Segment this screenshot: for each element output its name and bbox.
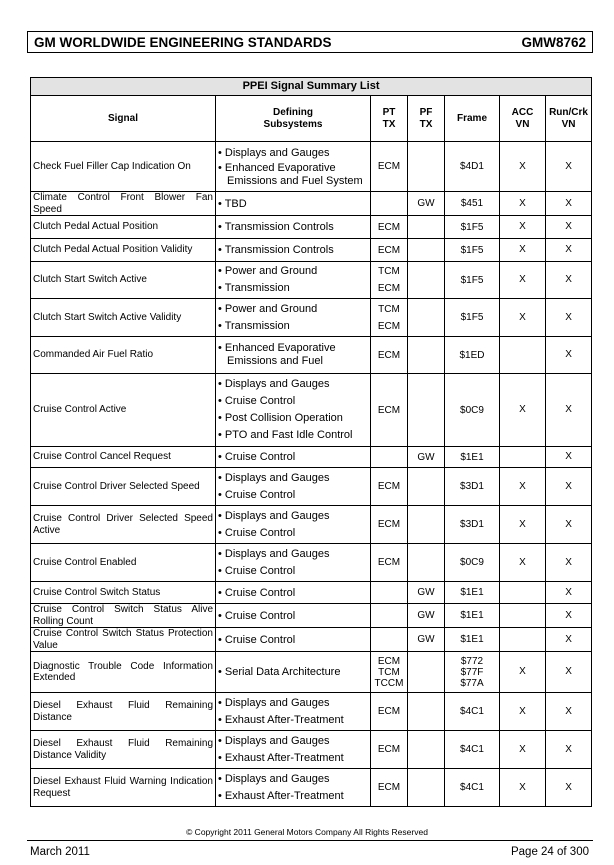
frame-cell bbox=[445, 628, 500, 652]
table-row bbox=[31, 693, 592, 731]
table-row bbox=[31, 216, 592, 239]
cell-line: GW bbox=[417, 634, 435, 645]
cell-line: $1F5 bbox=[460, 244, 484, 256]
subsystems-cell bbox=[216, 262, 371, 299]
footer-divider bbox=[27, 840, 593, 841]
pt-tx-cell bbox=[371, 544, 408, 582]
runcrk-vn-cell: X bbox=[546, 239, 592, 262]
signal-cell: Clutch Start Switch Active Validity bbox=[31, 299, 216, 337]
cell-line: $3D1 bbox=[460, 481, 484, 492]
copyright-notice: © Copyright 2011 General Motors Company All Rights Reserved bbox=[186, 827, 428, 837]
signal-cell: Clutch Start Switch Active bbox=[31, 262, 216, 299]
table-row bbox=[31, 239, 592, 262]
signal-cell: Cruise Control Driver Selected Speed bbox=[31, 468, 216, 506]
subsystem-item: • Cruise Control bbox=[218, 526, 296, 539]
cell-line: $1ED bbox=[459, 349, 485, 361]
signal-cell: Cruise Control Switch Status Alive Rolling Count bbox=[31, 604, 216, 628]
pf-tx-cell bbox=[408, 447, 445, 468]
acc-vn-cell bbox=[500, 604, 546, 628]
pf-tx-cell bbox=[408, 604, 445, 628]
subsystems-cell bbox=[216, 628, 371, 652]
ppei-signal-table bbox=[30, 77, 592, 807]
frame-cell bbox=[445, 468, 500, 506]
subsystem-item: • Displays and Gauges bbox=[218, 772, 330, 785]
pf-tx-cell bbox=[408, 192, 445, 216]
subsystem-item: • Cruise Control bbox=[218, 451, 296, 463]
signal-cell: Cruise Control Cancel Request bbox=[31, 447, 216, 468]
cell-line: $1F5 bbox=[460, 221, 484, 233]
signal-cell: Cruise Control Active bbox=[31, 374, 216, 447]
subsystem-item: • Transmission Controls bbox=[218, 244, 334, 256]
table-row bbox=[31, 652, 592, 693]
acc-vn-cell: X bbox=[500, 216, 546, 239]
pf-tx-cell bbox=[408, 262, 445, 299]
frame-cell bbox=[445, 447, 500, 468]
signal-cell: Diesel Exhaust Fluid Remaining Distance Validity bbox=[31, 731, 216, 769]
pt-tx-cell bbox=[371, 582, 408, 604]
subsystem-item: • Transmission bbox=[218, 282, 290, 294]
pf-tx-cell bbox=[408, 506, 445, 544]
acc-vn-cell bbox=[500, 628, 546, 652]
cell-line: ECM bbox=[377, 481, 401, 492]
subsystems-cell bbox=[216, 652, 371, 693]
frame-cell bbox=[445, 262, 500, 299]
subsystem-item: • Displays and Gauges bbox=[218, 378, 330, 390]
table-row bbox=[31, 142, 592, 192]
cell-line: $4D1 bbox=[460, 161, 484, 172]
runcrk-vn-cell: X bbox=[546, 192, 592, 216]
cell-line: $4C1 bbox=[460, 782, 484, 793]
pt-tx-cell bbox=[371, 628, 408, 652]
pt-tx-cell bbox=[371, 769, 408, 807]
runcrk-vn-cell: X bbox=[546, 299, 592, 337]
cell-line: GW bbox=[417, 587, 435, 598]
frame-cell bbox=[445, 216, 500, 239]
pt-tx-cell bbox=[371, 652, 408, 693]
pt-tx-cell bbox=[371, 239, 408, 262]
subsystems-cell bbox=[216, 604, 371, 628]
subsystem-item: • Serial Data Architecture bbox=[218, 665, 341, 678]
subsystems-cell bbox=[216, 468, 371, 506]
subsystem-item: • Power and Ground bbox=[218, 265, 318, 277]
frame-cell bbox=[445, 192, 500, 216]
acc-vn-cell: X bbox=[500, 652, 546, 693]
subsystem-item: • Exhaust After-Treatment bbox=[218, 713, 344, 726]
cell-line: ECM bbox=[377, 557, 401, 568]
runcrk-vn-cell: X bbox=[546, 582, 592, 604]
subsystems-cell bbox=[216, 544, 371, 582]
runcrk-vn-cell: X bbox=[546, 604, 592, 628]
table-row bbox=[31, 468, 592, 506]
subsystem-item: • Transmission Controls bbox=[218, 221, 334, 233]
cell-line: TCM bbox=[378, 303, 400, 315]
cell-line: ECM bbox=[377, 706, 401, 717]
cell-line: TCM bbox=[378, 266, 400, 277]
table-row bbox=[31, 447, 592, 468]
runcrk-vn-cell: X bbox=[546, 337, 592, 374]
subsystems-cell bbox=[216, 142, 371, 192]
cell-line: ECM bbox=[377, 320, 401, 332]
cell-line: $1E1 bbox=[460, 634, 484, 645]
col-header-pt-tx: PT TX bbox=[371, 96, 408, 142]
footer-date: March 2011 bbox=[30, 846, 90, 858]
runcrk-vn-cell: X bbox=[546, 769, 592, 807]
table-row bbox=[31, 192, 592, 216]
table-row bbox=[31, 769, 592, 807]
cell-line: ECM bbox=[377, 782, 401, 793]
table-row bbox=[31, 506, 592, 544]
frame-cell bbox=[445, 142, 500, 192]
cell-line: ECM bbox=[377, 349, 401, 361]
acc-vn-cell: X bbox=[500, 731, 546, 769]
col-header-pf-tx: PF TX bbox=[408, 96, 445, 142]
runcrk-vn-cell: X bbox=[546, 447, 592, 468]
subsystems-cell bbox=[216, 337, 371, 374]
col-header-frame: Frame bbox=[445, 96, 500, 142]
frame-cell bbox=[445, 299, 500, 337]
table-row bbox=[31, 628, 592, 652]
subsystems-cell bbox=[216, 299, 371, 337]
footer-page-number: Page 24 of 300 bbox=[510, 846, 589, 858]
signal-cell: Commanded Air Fuel Ratio bbox=[31, 337, 216, 374]
pf-tx-cell bbox=[408, 216, 445, 239]
acc-vn-cell: X bbox=[500, 769, 546, 807]
document-number: GMW8762 bbox=[521, 34, 586, 50]
acc-vn-cell: X bbox=[500, 544, 546, 582]
runcrk-vn-cell: X bbox=[546, 731, 592, 769]
cell-line: $451 bbox=[460, 198, 484, 209]
cell-line: $1F5 bbox=[460, 312, 484, 323]
cell-line: $0C9 bbox=[460, 557, 484, 568]
standards-title: GM WORLDWIDE ENGINEERING STANDARDS bbox=[34, 34, 332, 50]
runcrk-vn-cell: X bbox=[546, 544, 592, 582]
cell-line: ECM bbox=[377, 244, 401, 256]
signal-cell: Diesel Exhaust Fluid Remaining Distance bbox=[31, 693, 216, 731]
subsystem-item: • Displays and Gauges bbox=[218, 547, 330, 560]
acc-vn-cell bbox=[500, 337, 546, 374]
pt-tx-cell bbox=[371, 506, 408, 544]
cell-line: ECM bbox=[377, 519, 401, 530]
pf-tx-cell bbox=[408, 142, 445, 192]
table-row bbox=[31, 299, 592, 337]
subsystem-item: • Cruise Control bbox=[218, 488, 296, 501]
runcrk-vn-cell: X bbox=[546, 468, 592, 506]
acc-vn-cell: X bbox=[500, 239, 546, 262]
cell-line: ECM bbox=[377, 655, 401, 667]
pf-tx-cell bbox=[408, 652, 445, 693]
subsystem-item: • Enhanced Evaporative Emissions and Fuel System bbox=[218, 162, 363, 187]
subsystems-cell bbox=[216, 506, 371, 544]
cell-line: TCCM bbox=[374, 677, 404, 689]
runcrk-vn-cell: X bbox=[546, 693, 592, 731]
pt-tx-cell bbox=[371, 262, 408, 299]
cell-line: $4C1 bbox=[460, 744, 484, 755]
subsystem-item: • Cruise Control bbox=[218, 609, 296, 622]
runcrk-vn-cell: X bbox=[546, 262, 592, 299]
subsystem-item: • Cruise Control bbox=[218, 633, 296, 646]
pt-tx-cell bbox=[371, 468, 408, 506]
subsystems-cell bbox=[216, 582, 371, 604]
cell-line: $77F bbox=[460, 666, 484, 678]
cell-line: GW bbox=[417, 451, 435, 463]
frame-cell bbox=[445, 693, 500, 731]
cell-line: $4C1 bbox=[460, 706, 484, 717]
col-header-runcrk-vn: Run/Crk VN bbox=[546, 96, 592, 142]
cell-line: $3D1 bbox=[460, 519, 484, 530]
cell-line: $772 bbox=[460, 655, 484, 667]
signal-cell: Check Fuel Filler Cap Indication On bbox=[31, 142, 216, 192]
runcrk-vn-cell: X bbox=[546, 142, 592, 192]
table-title: PPEI Signal Summary List bbox=[31, 78, 592, 96]
subsystem-item: • Displays and Gauges bbox=[218, 734, 330, 747]
table-row bbox=[31, 374, 592, 447]
pt-tx-cell bbox=[371, 731, 408, 769]
runcrk-vn-cell: X bbox=[546, 652, 592, 693]
pf-tx-cell bbox=[408, 769, 445, 807]
signal-cell: Cruise Control Switch Status Protection Value bbox=[31, 628, 216, 652]
signal-cell: Clutch Pedal Actual Position Validity bbox=[31, 239, 216, 262]
cell-line: TCM bbox=[378, 666, 400, 678]
frame-cell bbox=[445, 337, 500, 374]
subsystems-cell bbox=[216, 731, 371, 769]
frame-cell bbox=[445, 239, 500, 262]
pt-tx-cell bbox=[371, 693, 408, 731]
col-header-acc-vn: ACC VN bbox=[500, 96, 546, 142]
frame-cell bbox=[445, 731, 500, 769]
pt-tx-cell bbox=[371, 216, 408, 239]
acc-vn-cell: X bbox=[500, 506, 546, 544]
acc-vn-cell: X bbox=[500, 374, 546, 447]
frame-cell bbox=[445, 652, 500, 693]
subsystem-item: • TBD bbox=[218, 197, 247, 210]
signal-cell: Clutch Pedal Actual Position bbox=[31, 216, 216, 239]
subsystem-item: • Displays and Gauges bbox=[218, 147, 330, 159]
acc-vn-cell: X bbox=[500, 693, 546, 731]
runcrk-vn-cell: X bbox=[546, 374, 592, 447]
acc-vn-cell bbox=[500, 447, 546, 468]
acc-vn-cell: X bbox=[500, 299, 546, 337]
col-header-subsystems: Defining Subsystems bbox=[216, 96, 371, 142]
subsystem-item: • Displays and Gauges bbox=[218, 471, 330, 484]
signal-cell: Cruise Control Enabled bbox=[31, 544, 216, 582]
pf-tx-cell bbox=[408, 468, 445, 506]
signal-cell: Cruise Control Switch Status bbox=[31, 582, 216, 604]
frame-cell bbox=[445, 506, 500, 544]
pf-tx-cell bbox=[408, 239, 445, 262]
table-row bbox=[31, 604, 592, 628]
table-row bbox=[31, 731, 592, 769]
signal-cell: Diagnostic Trouble Code Information Extended bbox=[31, 652, 216, 693]
col-header-signal: Signal bbox=[31, 96, 216, 142]
subsystem-item: • Power and Ground bbox=[218, 302, 318, 315]
acc-vn-cell bbox=[500, 582, 546, 604]
cell-line: $1E1 bbox=[460, 587, 484, 598]
runcrk-vn-cell: X bbox=[546, 628, 592, 652]
subsystem-item: • Cruise Control bbox=[218, 564, 296, 577]
pt-tx-cell bbox=[371, 142, 408, 192]
cell-line: $0C9 bbox=[460, 404, 484, 416]
cell-line: ECM bbox=[377, 283, 401, 294]
table-row bbox=[31, 337, 592, 374]
subsystem-item: • Displays and Gauges bbox=[218, 509, 330, 522]
frame-cell bbox=[445, 544, 500, 582]
pf-tx-cell bbox=[408, 628, 445, 652]
pt-tx-cell bbox=[371, 299, 408, 337]
subsystem-item: • Displays and Gauges bbox=[218, 696, 330, 709]
runcrk-vn-cell: X bbox=[546, 216, 592, 239]
pt-tx-cell bbox=[371, 192, 408, 216]
subsystems-cell bbox=[216, 216, 371, 239]
subsystems-cell bbox=[216, 374, 371, 447]
cell-line: ECM bbox=[377, 744, 401, 755]
subsystem-item: • Cruise Control bbox=[218, 586, 296, 599]
cell-line: GW bbox=[417, 610, 435, 621]
pf-tx-cell bbox=[408, 731, 445, 769]
cell-line: $1F5 bbox=[460, 274, 484, 286]
pf-tx-cell bbox=[408, 582, 445, 604]
table-row bbox=[31, 544, 592, 582]
pf-tx-cell bbox=[408, 544, 445, 582]
frame-cell bbox=[445, 582, 500, 604]
subsystem-item: • Exhaust After-Treatment bbox=[218, 789, 344, 802]
subsystems-cell bbox=[216, 192, 371, 216]
subsystem-item: • PTO and Fast Idle Control bbox=[218, 429, 353, 441]
table-row bbox=[31, 262, 592, 299]
acc-vn-cell: X bbox=[500, 142, 546, 192]
pt-tx-cell bbox=[371, 447, 408, 468]
table-body bbox=[31, 142, 592, 807]
signal-cell: Cruise Control Driver Selected Speed Active bbox=[31, 506, 216, 544]
pf-tx-cell bbox=[408, 693, 445, 731]
cell-line: $1E1 bbox=[460, 451, 484, 463]
cell-line: ECM bbox=[377, 404, 401, 416]
subsystem-item: • Cruise Control bbox=[218, 395, 296, 407]
subsystem-item: • Enhanced Evaporative Emissions and Fuel bbox=[218, 342, 336, 367]
subsystem-item: • Exhaust After-Treatment bbox=[218, 751, 344, 764]
subsystems-cell bbox=[216, 447, 371, 468]
subsystems-cell bbox=[216, 239, 371, 262]
pf-tx-cell bbox=[408, 337, 445, 374]
pt-tx-cell bbox=[371, 604, 408, 628]
frame-cell bbox=[445, 769, 500, 807]
cell-line: ECM bbox=[377, 221, 401, 233]
signal-cell: Climate Control Front Blower Fan Speed bbox=[31, 192, 216, 216]
pf-tx-cell bbox=[408, 299, 445, 337]
frame-cell bbox=[445, 374, 500, 447]
frame-cell bbox=[445, 604, 500, 628]
acc-vn-cell: X bbox=[500, 468, 546, 506]
runcrk-vn-cell: X bbox=[546, 506, 592, 544]
subsystems-cell bbox=[216, 769, 371, 807]
table-row bbox=[31, 582, 592, 604]
cell-line: GW bbox=[417, 198, 435, 209]
pt-tx-cell bbox=[371, 374, 408, 447]
subsystem-item: • Post Collision Operation bbox=[218, 412, 343, 424]
subsystem-item: • Transmission bbox=[218, 319, 290, 332]
cell-line: $77A bbox=[460, 677, 484, 689]
cell-line: $1E1 bbox=[460, 610, 484, 621]
cell-line: ECM bbox=[377, 161, 401, 172]
pt-tx-cell bbox=[371, 337, 408, 374]
subsystems-cell bbox=[216, 693, 371, 731]
signal-cell: Diesel Exhaust Fluid Warning Indication Request bbox=[31, 769, 216, 807]
document-header bbox=[27, 31, 593, 53]
acc-vn-cell: X bbox=[500, 262, 546, 299]
acc-vn-cell: X bbox=[500, 192, 546, 216]
pf-tx-cell bbox=[408, 374, 445, 447]
